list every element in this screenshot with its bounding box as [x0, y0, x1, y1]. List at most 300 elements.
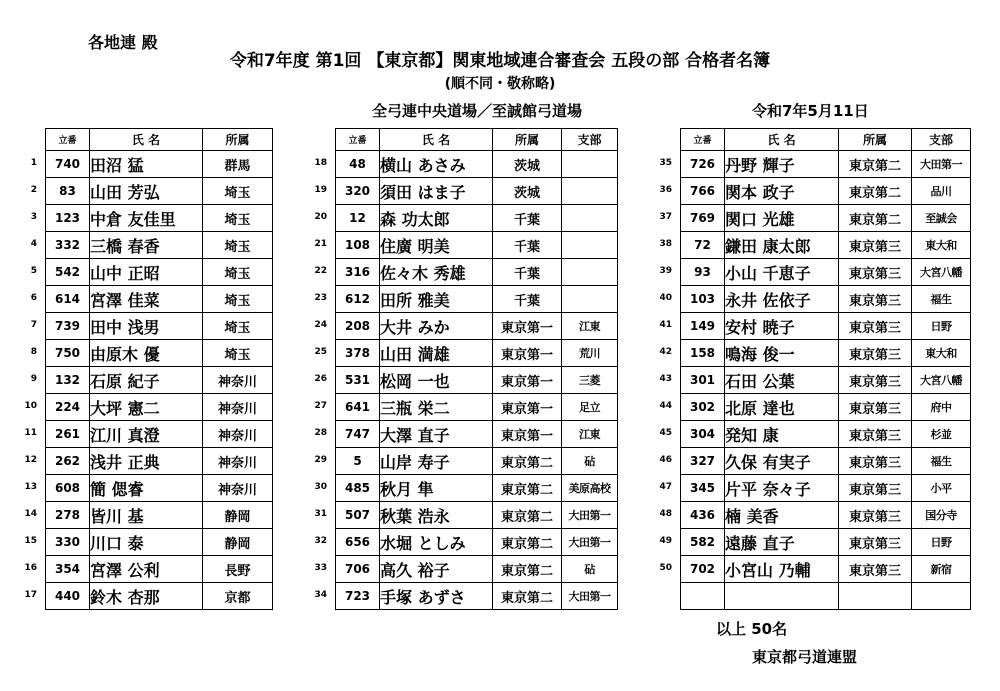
- row-index: 48: [659, 509, 672, 519]
- cell-branch: [562, 151, 618, 178]
- cell-aff: 神奈川: [203, 394, 273, 421]
- cell-num: 747: [336, 421, 380, 448]
- exam-date: 令和7年5月11日: [752, 102, 869, 120]
- cell-num: 302: [681, 394, 725, 421]
- cell-num: 224: [46, 394, 90, 421]
- row-index: 21: [314, 239, 327, 249]
- row-index: 49: [659, 536, 672, 546]
- row-index: 4: [30, 239, 37, 249]
- cell-name: 山田 満雄: [380, 340, 493, 367]
- col-header-aff: 所属: [203, 129, 273, 151]
- cell-name: 皆川 基: [90, 502, 203, 529]
- table-row: [46, 313, 273, 340]
- table-row: [681, 421, 971, 448]
- cell-name: 田沼 猛: [90, 151, 203, 178]
- cell-aff: 東京第三: [839, 232, 912, 259]
- cell-num: 103: [681, 286, 725, 313]
- table-row: [336, 448, 618, 475]
- table-header-row: [336, 129, 618, 151]
- cell-aff: 東京第二: [493, 448, 562, 475]
- cell-name: 住廣 明美: [380, 232, 493, 259]
- cell-num: 72: [681, 232, 725, 259]
- cell-aff: 東京第二: [839, 151, 912, 178]
- page-title: 令和7年度 第1回 【東京都】関東地域連合審査会 五段の部 合格者名簿: [229, 51, 771, 71]
- row-index: 30: [314, 482, 327, 492]
- row-index: 12: [24, 455, 37, 465]
- table-row: [681, 259, 971, 286]
- table-row: [336, 502, 618, 529]
- table-row: [46, 232, 273, 259]
- cell-name: 関口 光雄: [725, 205, 839, 232]
- cell-branch: [562, 178, 618, 205]
- cell-name: 田所 雅美: [380, 286, 493, 313]
- table-row: [681, 232, 971, 259]
- row-index: 20: [314, 212, 327, 222]
- col-header-branch: 支部: [562, 129, 618, 151]
- cell-aff: 東京第三: [839, 394, 912, 421]
- col-header-branch: 支部: [912, 129, 971, 151]
- cell-aff: 茨城: [493, 151, 562, 178]
- cell-branch: 江東: [562, 421, 618, 448]
- table-row: [336, 178, 618, 205]
- cell-aff: 静岡: [203, 502, 273, 529]
- cell-num: 608: [46, 475, 90, 502]
- cell-aff: 神奈川: [203, 421, 273, 448]
- cell-aff: 埼玉: [203, 232, 273, 259]
- row-index: 26: [314, 374, 327, 384]
- col-header-aff: 所属: [493, 129, 562, 151]
- cell-branch: 大田第一: [562, 583, 618, 610]
- cell-num: 261: [46, 421, 90, 448]
- cell-num: 723: [336, 583, 380, 610]
- row-index: 5: [30, 266, 37, 276]
- cell-branch: 品川: [912, 178, 971, 205]
- cell-branch: 江東: [562, 313, 618, 340]
- cell-aff: 埼玉: [203, 340, 273, 367]
- cell-name: 関本 政子: [725, 178, 839, 205]
- cell-branch: 東大和: [912, 232, 971, 259]
- cell-num: 123: [46, 205, 90, 232]
- cell-num: 485: [336, 475, 380, 502]
- cell-name: 秋月 隼: [380, 475, 493, 502]
- table-row: [336, 475, 618, 502]
- cell-num: 316: [336, 259, 380, 286]
- cell-num: 641: [336, 394, 380, 421]
- cell-num: 440: [46, 583, 90, 610]
- cell-num: 726: [681, 151, 725, 178]
- table-row: [46, 367, 273, 394]
- cell-name: 江川 真澄: [90, 421, 203, 448]
- table-row: [681, 178, 971, 205]
- cell-aff: 埼玉: [203, 178, 273, 205]
- row-index: 16: [24, 563, 37, 573]
- cell-name: 石田 公葉: [725, 367, 839, 394]
- cell-aff: 千葉: [493, 232, 562, 259]
- cell-branch: [562, 232, 618, 259]
- table-row: [681, 529, 971, 556]
- cell-aff: 群馬: [203, 151, 273, 178]
- cell-name: 山岸 寿子: [380, 448, 493, 475]
- row-index: 31: [314, 509, 327, 519]
- cell-name: 中倉 友佳里: [90, 205, 203, 232]
- row-index: 32: [314, 536, 327, 546]
- table-row: [336, 232, 618, 259]
- row-index: 44: [659, 401, 672, 411]
- cell-aff: 埼玉: [203, 313, 273, 340]
- table-row: [336, 556, 618, 583]
- cell-aff: 東京第三: [839, 502, 912, 529]
- row-index: 18: [314, 158, 327, 168]
- roster-table-3: [680, 128, 971, 610]
- cell-aff: 東京第三: [839, 529, 912, 556]
- cell-num: 702: [681, 556, 725, 583]
- row-index: 27: [314, 401, 327, 411]
- table-row: [336, 421, 618, 448]
- cell-name: 小山 千恵子: [725, 259, 839, 286]
- table-row: [681, 205, 971, 232]
- table-row: [336, 394, 618, 421]
- cell-name: 三橋 春香: [90, 232, 203, 259]
- row-index: 28: [314, 428, 327, 438]
- cell-aff: 東京第三: [839, 448, 912, 475]
- row-index: 50: [659, 563, 672, 573]
- cell-name: 鈴木 杏那: [90, 583, 203, 610]
- table-row: [46, 583, 273, 610]
- cell-num: 531: [336, 367, 380, 394]
- col-header-aff: 所属: [839, 129, 912, 151]
- cell-aff: 千葉: [493, 286, 562, 313]
- cell-name: 宮澤 佳菜: [90, 286, 203, 313]
- cell-branch: 大田第一: [562, 502, 618, 529]
- cell-branch: 日野: [912, 313, 971, 340]
- row-index: 15: [24, 536, 37, 546]
- cell-aff: 東京第三: [839, 340, 912, 367]
- cell-name: 秋葉 浩永: [380, 502, 493, 529]
- cell-name: 安村 暁子: [725, 313, 839, 340]
- page-subtitle: (順不同・敬称略): [444, 76, 556, 92]
- cell-aff: 東京第一: [493, 367, 562, 394]
- cell-name: 三瓶 栄二: [380, 394, 493, 421]
- cell-num: 614: [46, 286, 90, 313]
- empty-cell: [912, 583, 971, 610]
- cell-branch: 足立: [562, 394, 618, 421]
- row-index: 9: [30, 374, 37, 384]
- cell-branch: 福生: [912, 286, 971, 313]
- table-row: [681, 286, 971, 313]
- table-row: [46, 151, 273, 178]
- row-index: 39: [659, 266, 672, 276]
- cell-aff: 東京第三: [839, 475, 912, 502]
- row-index: 6: [30, 293, 37, 303]
- cell-aff: 東京第一: [493, 421, 562, 448]
- table-row: [681, 313, 971, 340]
- row-index: 38: [659, 239, 672, 249]
- cell-aff: 東京第二: [493, 583, 562, 610]
- cell-name: 由原木 優: [90, 340, 203, 367]
- cell-num: 542: [46, 259, 90, 286]
- cell-branch: [562, 205, 618, 232]
- cell-num: 740: [46, 151, 90, 178]
- col-header-name: 氏 名: [380, 129, 493, 151]
- table-row: [336, 340, 618, 367]
- cell-num: 332: [46, 232, 90, 259]
- cell-aff: 東京第三: [839, 367, 912, 394]
- row-index: 35: [659, 158, 672, 168]
- cell-num: 12: [336, 205, 380, 232]
- cell-name: 楠 美香: [725, 502, 839, 529]
- cell-name: 大澤 直子: [380, 421, 493, 448]
- cell-num: 262: [46, 448, 90, 475]
- cell-aff: 茨城: [493, 178, 562, 205]
- roster-table-2: [335, 128, 618, 610]
- cell-num: 158: [681, 340, 725, 367]
- cell-aff: 長野: [203, 556, 273, 583]
- table-row: [681, 502, 971, 529]
- cell-aff: 東京第二: [493, 502, 562, 529]
- cell-branch: 荒川: [562, 340, 618, 367]
- cell-name: 山田 芳弘: [90, 178, 203, 205]
- cell-name: 水堀 としみ: [380, 529, 493, 556]
- cell-branch: 東大和: [912, 340, 971, 367]
- cell-name: 小宮山 乃輔: [725, 556, 839, 583]
- cell-branch: 大宮八幡: [912, 367, 971, 394]
- table-row: [681, 340, 971, 367]
- row-index: 23: [314, 293, 327, 303]
- cell-num: 656: [336, 529, 380, 556]
- row-index: 41: [659, 320, 672, 330]
- row-index: 22: [314, 266, 327, 276]
- cell-branch: 新宿: [912, 556, 971, 583]
- empty-cell: [725, 583, 839, 610]
- cell-aff: 東京第一: [493, 313, 562, 340]
- table-row: [46, 556, 273, 583]
- cell-name: 川口 泰: [90, 529, 203, 556]
- cell-name: 鳴海 俊一: [725, 340, 839, 367]
- table-row: [336, 313, 618, 340]
- cell-num: 93: [681, 259, 725, 286]
- cell-name: 宮澤 公利: [90, 556, 203, 583]
- cell-aff: 静岡: [203, 529, 273, 556]
- row-index: 14: [24, 509, 37, 519]
- row-index: 33: [314, 563, 327, 573]
- cell-num: 48: [336, 151, 380, 178]
- table-row: [46, 205, 273, 232]
- cell-branch: 大田第一: [562, 529, 618, 556]
- cell-num: 278: [46, 502, 90, 529]
- cell-branch: 砧: [562, 556, 618, 583]
- cell-num: 378: [336, 340, 380, 367]
- cell-num: 5: [336, 448, 380, 475]
- cell-name: 大坪 憲二: [90, 394, 203, 421]
- cell-aff: 埼玉: [203, 205, 273, 232]
- cell-aff: 京都: [203, 583, 273, 610]
- cell-name: 遠藤 直子: [725, 529, 839, 556]
- row-index: 43: [659, 374, 672, 384]
- cell-aff: 埼玉: [203, 259, 273, 286]
- empty-row: [681, 583, 971, 610]
- cell-branch: 日野: [912, 529, 971, 556]
- cell-name: 片平 奈々子: [725, 475, 839, 502]
- cell-aff: 神奈川: [203, 448, 273, 475]
- table-row: [46, 448, 273, 475]
- cell-aff: 東京第三: [839, 421, 912, 448]
- table-row: [336, 367, 618, 394]
- table-row: [336, 529, 618, 556]
- cell-aff: 東京第二: [493, 475, 562, 502]
- row-index: 2: [30, 185, 37, 195]
- row-index: 36: [659, 185, 672, 195]
- cell-num: 327: [681, 448, 725, 475]
- cell-num: 149: [681, 313, 725, 340]
- row-index: 1: [30, 158, 37, 168]
- cell-name: 山中 正昭: [90, 259, 203, 286]
- cell-aff: 東京第一: [493, 394, 562, 421]
- table-row: [681, 556, 971, 583]
- table-row: [46, 475, 273, 502]
- cell-name: 永井 佐依子: [725, 286, 839, 313]
- cell-name: 石原 紀子: [90, 367, 203, 394]
- cell-num: 108: [336, 232, 380, 259]
- row-index: 37: [659, 212, 672, 222]
- cell-branch: [562, 259, 618, 286]
- cell-branch: 砧: [562, 448, 618, 475]
- cell-aff: 東京第三: [839, 259, 912, 286]
- venue: 全弓連中央道場／至誠館弓道場: [372, 102, 583, 120]
- row-index: 8: [30, 347, 37, 357]
- cell-num: 706: [336, 556, 380, 583]
- row-index: 45: [659, 428, 672, 438]
- row-index: 46: [659, 455, 672, 465]
- table-row: [46, 529, 273, 556]
- row-index: 40: [659, 293, 672, 303]
- addressee: 各地連 殿: [88, 33, 158, 52]
- cell-aff: 千葉: [493, 259, 562, 286]
- cell-num: 436: [681, 502, 725, 529]
- table-row: [46, 286, 273, 313]
- cell-num: 769: [681, 205, 725, 232]
- cell-num: 320: [336, 178, 380, 205]
- cell-aff: 東京第三: [839, 556, 912, 583]
- table-row: [336, 205, 618, 232]
- row-index: 10: [24, 401, 37, 411]
- cell-name: 須田 はま子: [380, 178, 493, 205]
- cell-aff: 東京第三: [839, 286, 912, 313]
- row-index: 17: [24, 590, 37, 600]
- table-row: [681, 151, 971, 178]
- table-row: [46, 394, 273, 421]
- cell-aff: 神奈川: [203, 475, 273, 502]
- cell-name: 森 功太郎: [380, 205, 493, 232]
- cell-num: 83: [46, 178, 90, 205]
- cell-name: 横山 あさみ: [380, 151, 493, 178]
- cell-name: 丹野 輝子: [725, 151, 839, 178]
- cell-aff: 千葉: [493, 205, 562, 232]
- cell-aff: 東京第三: [839, 313, 912, 340]
- cell-branch: 大宮八幡: [912, 259, 971, 286]
- cell-aff: 東京第二: [839, 178, 912, 205]
- col-header-num: 立番: [681, 129, 725, 151]
- cell-branch: [562, 286, 618, 313]
- row-index: 25: [314, 347, 327, 357]
- row-index: 19: [314, 185, 327, 195]
- cell-name: 浅井 正典: [90, 448, 203, 475]
- table-row: [46, 421, 273, 448]
- cell-branch: 福生: [912, 448, 971, 475]
- empty-cell: [839, 583, 912, 610]
- cell-aff: 東京第二: [493, 556, 562, 583]
- cell-aff: 東京第二: [839, 205, 912, 232]
- cell-num: 582: [681, 529, 725, 556]
- row-index: 34: [314, 590, 327, 600]
- row-index: 7: [30, 320, 37, 330]
- table-header-row: [681, 129, 971, 151]
- cell-name: 松岡 一也: [380, 367, 493, 394]
- table-header-row: [46, 129, 273, 151]
- table-row: [336, 151, 618, 178]
- cell-name: 手塚 あずさ: [380, 583, 493, 610]
- table-row: [336, 583, 618, 610]
- table-row: [681, 394, 971, 421]
- cell-num: 330: [46, 529, 90, 556]
- cell-num: 304: [681, 421, 725, 448]
- cell-aff: 神奈川: [203, 367, 273, 394]
- cell-num: 354: [46, 556, 90, 583]
- table-row: [336, 259, 618, 286]
- cell-name: 簡 偲睿: [90, 475, 203, 502]
- cell-num: 750: [46, 340, 90, 367]
- row-index: 3: [30, 212, 37, 222]
- row-index: 11: [24, 428, 37, 438]
- row-index: 24: [314, 320, 327, 330]
- total-count: 以上 50名: [716, 620, 788, 638]
- table-row: [681, 367, 971, 394]
- cell-num: 766: [681, 178, 725, 205]
- cell-num: 345: [681, 475, 725, 502]
- row-index: 47: [659, 482, 672, 492]
- cell-num: 132: [46, 367, 90, 394]
- cell-name: 佐々木 秀雄: [380, 259, 493, 286]
- table-row: [681, 448, 971, 475]
- cell-branch: 小平: [912, 475, 971, 502]
- cell-name: 久保 有実子: [725, 448, 839, 475]
- cell-num: 612: [336, 286, 380, 313]
- cell-name: 発知 康: [725, 421, 839, 448]
- row-index: 42: [659, 347, 672, 357]
- cell-num: 739: [46, 313, 90, 340]
- col-header-name: 氏 名: [725, 129, 839, 151]
- cell-name: 鎌田 康太郎: [725, 232, 839, 259]
- organization-name: 東京都弓道連盟: [752, 648, 858, 666]
- empty-cell: [681, 583, 725, 610]
- table-row: [46, 502, 273, 529]
- table-row: [46, 178, 273, 205]
- row-index: 13: [24, 482, 37, 492]
- table-row: [46, 259, 273, 286]
- cell-aff: 埼玉: [203, 286, 273, 313]
- cell-name: 高久 裕子: [380, 556, 493, 583]
- cell-branch: 杉並: [912, 421, 971, 448]
- col-header-name: 氏 名: [90, 129, 203, 151]
- cell-branch: 至誠会: [912, 205, 971, 232]
- cell-num: 301: [681, 367, 725, 394]
- cell-name: 田中 浅男: [90, 313, 203, 340]
- table-row: [336, 286, 618, 313]
- table-row: [681, 475, 971, 502]
- cell-num: 507: [336, 502, 380, 529]
- cell-aff: 東京第二: [493, 529, 562, 556]
- cell-branch: 美原高校: [562, 475, 618, 502]
- cell-name: 北原 達也: [725, 394, 839, 421]
